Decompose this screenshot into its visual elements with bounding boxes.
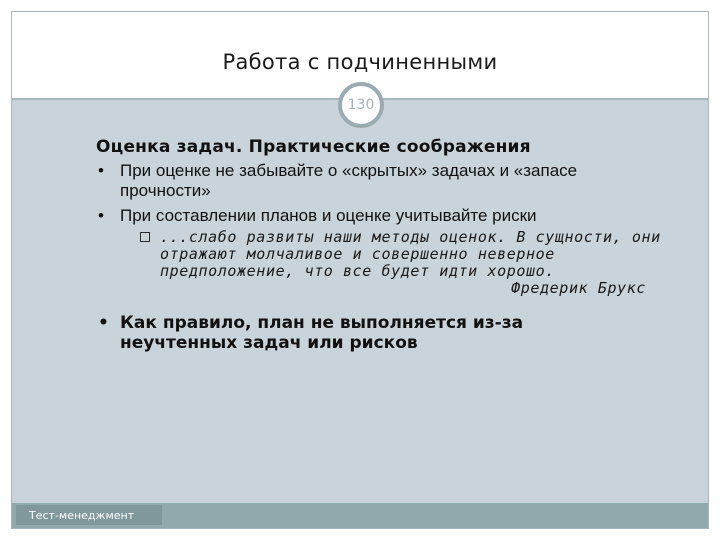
bullet-text: При составлении планов и оценке учитывайте риски	[120, 206, 537, 225]
slide-title: Работа с подчиненными	[222, 50, 498, 74]
checkbox-square-icon	[140, 232, 150, 242]
bullet-dot-icon: •	[98, 313, 109, 333]
footer-bar	[12, 503, 708, 528]
quote-text: ...слабо развиты наши методы оценок. В сущности, они отражают молчаливое и совершенно неверное предположение, что все будет идти хорошо.	[160, 228, 661, 280]
quote-block	[148, 229, 680, 297]
quote-author: Фредерик Брукс	[511, 279, 646, 297]
bullet-dot-icon: •	[98, 161, 104, 180]
bullet-text: При оценке не забывайте о «скрытых» задачах и «запасе прочности»	[120, 161, 578, 200]
footer-label: Тест-менеджмент	[29, 509, 135, 522]
bullet-item-emphasis	[96, 313, 570, 353]
bullet-dot-icon: •	[98, 206, 104, 225]
bullet-item	[96, 206, 656, 226]
bullet-text: Как правило, план не выполняется из-за неучтенных задач или рисков	[120, 313, 524, 353]
content-heading: Оценка задач. Практические соображения	[96, 137, 531, 157]
page-number-badge: 130	[338, 82, 384, 128]
bullet-item	[96, 161, 656, 201]
slide-content	[96, 136, 661, 358]
